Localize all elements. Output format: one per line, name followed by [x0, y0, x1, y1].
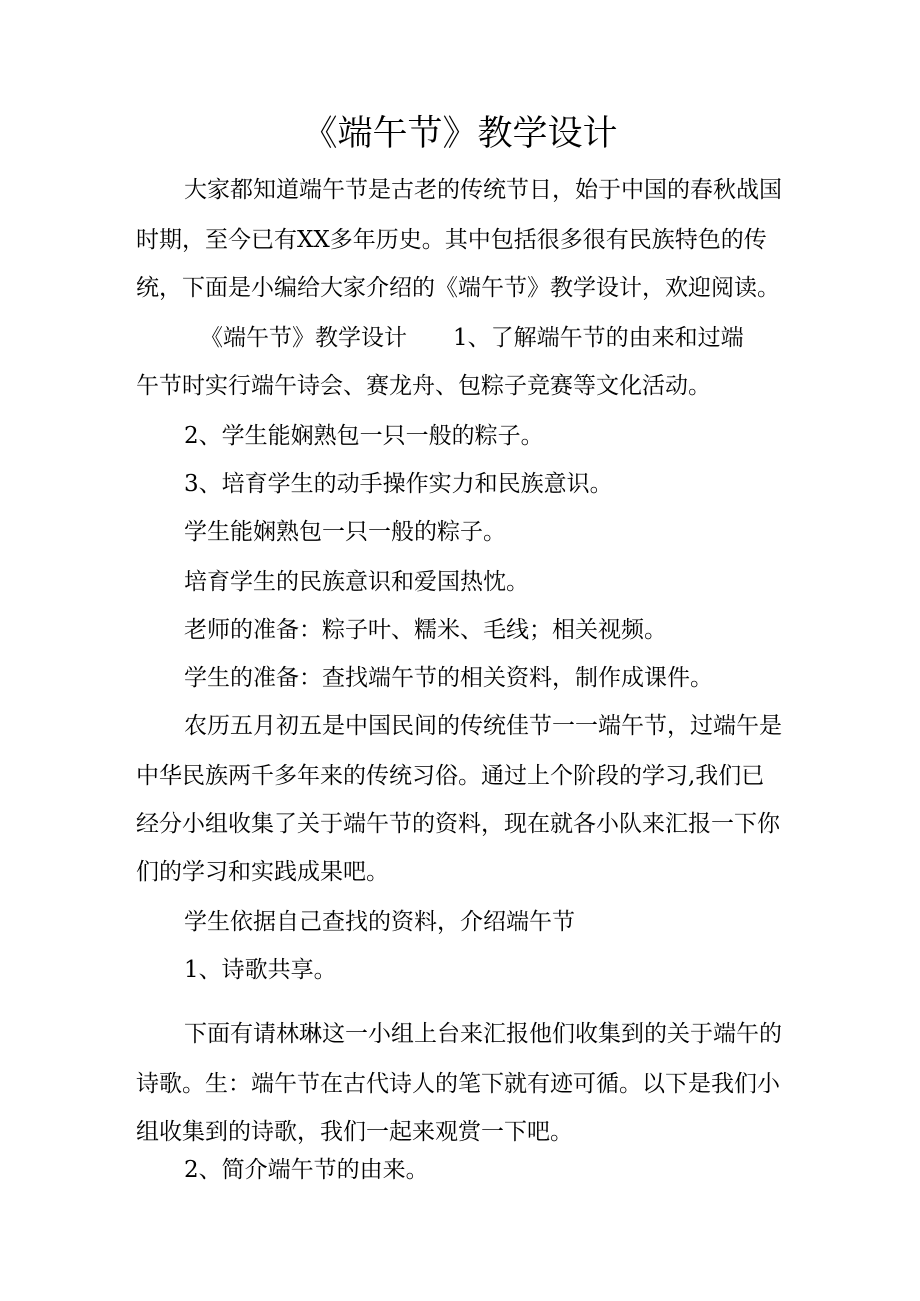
intro-line-2: 时期，至今已有XX多年历史。其中包括很多很有民族特色的传 — [136, 227, 767, 253]
introduction-line-4: 们的学习和实践成果吧。 — [136, 859, 389, 885]
teacher-preparation-line: 老师的准备：粽子叶、糯米、毛线；相关视频。 — [184, 617, 667, 643]
objective-line-3: 3、培育学生的动手操作实力和民族意识。 — [184, 471, 613, 497]
objective-line-2: 2、学生能娴熟包一只一般的粽子。 — [184, 423, 544, 449]
intro-line-3: 统，下面是小编给大家介绍的《端午节》教学设计，欢迎阅读。 — [136, 275, 780, 301]
student-preparation-line: 学生的准备：查找端午节的相关资料，制作成课件。 — [184, 665, 713, 691]
poetry-sharing-heading: 1、诗歌共享。 — [184, 957, 337, 983]
poetry-line-3: 组收集到的诗歌，我们一起来观赏一下吧。 — [136, 1119, 573, 1145]
difficult-point-line: 培育学生的民族意识和爱国热忱。 — [184, 569, 529, 595]
poetry-line-2: 诗歌。生：端午节在古代诗人的笔下就有迹可循。以下是我们小 — [136, 1071, 780, 1097]
document-title: 《端午节》教学设计 — [302, 114, 618, 154]
introduction-line-2: 中华民族两千多年来的传统习俗。通过上个阶段的学习,我们已 — [136, 763, 765, 789]
objective-line-1-cont: 午节时实行端午诗会、赛龙舟、包粽子竞赛等文化活动。 — [136, 373, 711, 399]
intro-line-1: 大家都知道端午节是古老的传统节日，始于中国的春秋战国 — [184, 177, 782, 203]
student-intro-line: 学生依据自己查找的资料，介绍端午节 — [184, 909, 575, 935]
origin-heading: 2、简介端午节的由来。 — [184, 1157, 429, 1183]
introduction-line-3: 经分小组收集了关于端午节的资料，现在就各小队来汇报一下你 — [136, 811, 780, 837]
introduction-line-1: 农历五月初五是中国民间的传统佳节一一端午节，过端午是 — [184, 713, 782, 739]
objective-heading-line: 《端午节》教学设计 1、了解端午节的由来和过端 — [200, 325, 744, 351]
poetry-line-1: 下面有请林琳这一小组上台来汇报他们收集到的关于端午的 — [184, 1021, 782, 1047]
key-point-line: 学生能娴熟包一只一般的粽子。 — [184, 519, 506, 545]
